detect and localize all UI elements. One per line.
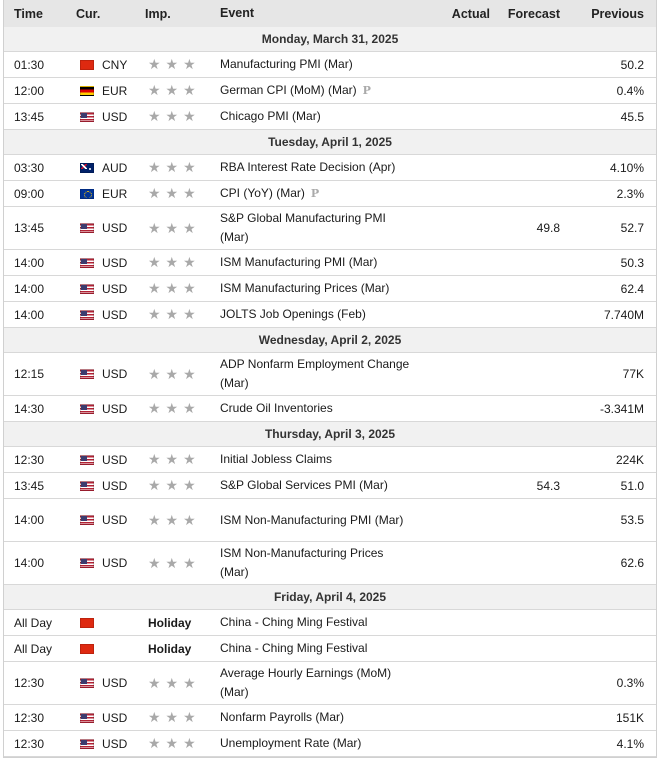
- event-name-cell: [220, 355, 410, 393]
- event-name[interactable]: JOLTS Job Openings (Feb): [220, 307, 366, 321]
- forecast-value: 49.8: [536, 221, 560, 235]
- currency-cell: [66, 711, 132, 725]
- importance-stars-icon: ★★★: [148, 185, 201, 201]
- table-row[interactable]: [4, 731, 656, 757]
- table-row[interactable]: [4, 250, 656, 276]
- event-time: 12:15: [14, 367, 45, 381]
- currency-code: USD: [102, 255, 128, 270]
- event-name[interactable]: ISM Manufacturing Prices (Mar): [220, 281, 390, 295]
- event-name-cell: [220, 399, 410, 418]
- currency-code: USD: [102, 736, 128, 751]
- table-row[interactable]: [4, 52, 656, 78]
- currency-cell: [66, 453, 132, 467]
- header-forecast[interactable]: Forecast: [507, 6, 560, 21]
- flag-eu-icon: [80, 189, 94, 199]
- event-name[interactable]: China - Ching Ming Festival: [220, 641, 368, 655]
- importance-stars-icon: ★★★: [148, 400, 201, 416]
- currency-cell: [66, 187, 132, 201]
- previous-value: 0.3%: [616, 676, 644, 690]
- event-name[interactable]: ADP Nonfarm Employment Change (Mar): [220, 357, 410, 390]
- event-name-cell: [220, 664, 410, 702]
- previous-value: 53.5: [620, 513, 644, 527]
- event-name[interactable]: Chicago PMI (Mar): [220, 109, 321, 123]
- event-name-cell: [220, 544, 410, 582]
- importance-stars-icon: ★★★: [148, 219, 201, 236]
- currency-cell: [66, 110, 132, 124]
- table-row[interactable]: [4, 396, 656, 422]
- currency-code: USD: [102, 367, 128, 381]
- previous-value: 7.740M: [603, 307, 644, 322]
- table-row[interactable]: [4, 104, 656, 130]
- importance-stars-icon: ★★★: [148, 477, 201, 493]
- event-time: 12:30: [14, 452, 45, 467]
- currency-cell: [66, 84, 132, 98]
- day-header: Thursday, April 3, 2025: [4, 422, 656, 447]
- header-previous[interactable]: Previous: [591, 6, 644, 21]
- header-importance[interactable]: Imp.: [145, 6, 171, 21]
- event-name[interactable]: ISM Manufacturing PMI (Mar): [220, 255, 378, 269]
- previous-value: 224K: [615, 452, 644, 467]
- currency-cell: [66, 556, 132, 570]
- holiday-label: Holiday: [148, 641, 192, 656]
- importance-stars-icon: ★★★: [148, 159, 201, 175]
- event-time: 01:30: [14, 57, 45, 72]
- currency-code: USD: [102, 676, 128, 690]
- event-time: 14:00: [14, 307, 45, 322]
- previous-value: 151K: [615, 710, 644, 725]
- event-name-cell: [220, 708, 410, 727]
- currency-cell: [66, 282, 132, 296]
- day-header: Monday, March 31, 2025: [4, 27, 656, 52]
- event-time: 12:30: [14, 676, 45, 690]
- event-time: All Day: [14, 641, 53, 656]
- flag-us-icon: [80, 404, 94, 414]
- day-header: Tuesday, April 1, 2025: [4, 130, 656, 155]
- importance-cell: [132, 159, 220, 176]
- event-name[interactable]: German CPI (MoM) (Mar): [220, 83, 357, 97]
- currency-code: USD: [102, 281, 128, 296]
- event-name-cell: [220, 158, 410, 177]
- importance-stars-icon: ★★★: [148, 108, 201, 124]
- flag-us-icon: [80, 481, 94, 491]
- importance-cell: [132, 555, 220, 572]
- event-name-cell: [220, 279, 410, 298]
- currency-cell: [66, 308, 132, 322]
- importance-cell: [132, 254, 220, 271]
- event-name[interactable]: Manufacturing PMI (Mar): [220, 57, 353, 71]
- importance-cell: [132, 185, 220, 202]
- importance-stars-icon: ★★★: [148, 56, 201, 72]
- flag-us-icon: [80, 558, 94, 568]
- event-name-cell: [220, 450, 410, 469]
- table-row[interactable]: [4, 636, 656, 662]
- flag-de-icon: [80, 86, 94, 96]
- event-time: 13:45: [14, 109, 45, 124]
- currency-code: CNY: [102, 57, 128, 72]
- importance-stars-icon: ★★★: [148, 451, 201, 467]
- event-time: 13:45: [14, 478, 45, 493]
- event-name[interactable]: Nonfarm Payrolls (Mar): [220, 710, 345, 724]
- importance-cell: [132, 675, 220, 692]
- previous-value: 45.5: [620, 109, 644, 124]
- table-row[interactable]: [4, 447, 656, 473]
- currency-cell: [66, 676, 132, 690]
- event-name[interactable]: Initial Jobless Claims: [220, 452, 333, 466]
- importance-cell: [132, 306, 220, 323]
- previous-value: 0.4%: [616, 83, 644, 98]
- event-name-cell: [220, 476, 410, 495]
- currency-code: USD: [102, 478, 128, 493]
- event-name-cell: [220, 613, 410, 632]
- importance-cell: [132, 366, 220, 383]
- importance-cell: [132, 220, 220, 237]
- event-name[interactable]: Crude Oil Inventories: [220, 401, 333, 415]
- currency-code: USD: [102, 221, 128, 235]
- importance-stars-icon: ★★★: [148, 511, 201, 528]
- table-row[interactable]: [4, 705, 656, 731]
- flag-us-icon: [80, 258, 94, 268]
- previous-value: 4.1%: [616, 736, 644, 751]
- table-row[interactable]: [4, 78, 656, 104]
- day-header: Friday, April 4, 2025: [4, 585, 656, 610]
- table-row[interactable]: [4, 662, 656, 705]
- event-name-cell: [220, 81, 410, 100]
- event-name[interactable]: ISM Non-Manufacturing Prices (Mar): [220, 546, 384, 579]
- table-row[interactable]: [4, 542, 656, 585]
- flag-cn-icon: [80, 644, 94, 654]
- currency-code: USD: [102, 307, 128, 322]
- currency-code: USD: [102, 710, 128, 725]
- header-event[interactable]: Event: [220, 6, 255, 20]
- flag-us-icon: [80, 455, 94, 465]
- event-name[interactable]: RBA Interest Rate Decision (Apr): [220, 160, 396, 174]
- event-time: 12:30: [14, 710, 45, 725]
- event-time: 14:00: [14, 556, 45, 570]
- flag-cn-icon: [80, 618, 94, 628]
- currency-code: USD: [102, 556, 128, 570]
- importance-cell: [132, 616, 220, 630]
- event-name-cell: [220, 253, 410, 272]
- event-time: 03:30: [14, 160, 45, 175]
- importance-stars-icon: ★★★: [148, 554, 201, 571]
- event-name-cell: [220, 55, 410, 74]
- importance-cell: [132, 108, 220, 125]
- flag-au-icon: [80, 163, 94, 173]
- preliminary-icon: P: [362, 84, 371, 97]
- previous-value: 4.10%: [609, 160, 644, 175]
- table-row[interactable]: [4, 610, 656, 636]
- previous-value: 51.0: [620, 478, 644, 493]
- currency-cell: [66, 367, 132, 381]
- flag-us-icon: [80, 310, 94, 320]
- event-time: 09:00: [14, 186, 45, 201]
- event-name[interactable]: Unemployment Rate (Mar): [220, 736, 362, 750]
- previous-value: 2.3%: [616, 186, 644, 201]
- currency-code: USD: [102, 513, 128, 527]
- event-name-cell: [220, 209, 410, 247]
- table-row[interactable]: [4, 276, 656, 302]
- currency-code: AUD: [102, 160, 128, 175]
- previous-value: 62.4: [620, 281, 644, 296]
- importance-cell: [132, 477, 220, 494]
- previous-value: 50.2: [620, 57, 644, 72]
- importance-cell: [132, 82, 220, 99]
- event-time: 14:00: [14, 281, 45, 296]
- flag-us-icon: [80, 515, 94, 525]
- event-name-cell: [220, 734, 410, 753]
- event-name-cell: [220, 184, 410, 203]
- importance-stars-icon: ★★★: [148, 280, 201, 296]
- importance-stars-icon: ★★★: [148, 709, 201, 725]
- table-body: [4, 27, 656, 757]
- currency-code: USD: [102, 452, 128, 467]
- header-actual[interactable]: Actual: [451, 6, 490, 21]
- previous-value: 62.6: [620, 556, 644, 570]
- event-name[interactable]: China - Ching Ming Festival: [220, 615, 368, 629]
- importance-cell: [132, 56, 220, 73]
- flag-us-icon: [80, 369, 94, 379]
- flag-us-icon: [80, 678, 94, 688]
- currency-cell: [66, 737, 132, 751]
- importance-cell: [132, 709, 220, 726]
- importance-cell: [132, 735, 220, 752]
- currency-cell: [66, 58, 132, 72]
- currency-cell: [66, 221, 132, 235]
- event-time: 14:00: [14, 513, 45, 527]
- holiday-label: Holiday: [148, 615, 192, 630]
- currency-code: USD: [102, 401, 128, 416]
- table-row[interactable]: [4, 207, 656, 250]
- table-row[interactable]: [4, 499, 656, 542]
- event-name[interactable]: Average Hourly Earnings (MoM) (Mar): [220, 666, 392, 699]
- previous-value: 52.7: [620, 221, 644, 235]
- economic-calendar-table: [3, 0, 657, 758]
- event-time: 13:45: [14, 221, 45, 235]
- flag-us-icon: [80, 112, 94, 122]
- currency-cell: [66, 644, 132, 654]
- table-row[interactable]: [4, 181, 656, 207]
- table-header: [4, 0, 656, 27]
- currency-cell: [66, 256, 132, 270]
- flag-us-icon: [80, 223, 94, 233]
- flag-us-icon: [80, 284, 94, 294]
- header-currency[interactable]: Cur.: [76, 6, 101, 21]
- importance-stars-icon: ★★★: [148, 306, 201, 322]
- event-name[interactable]: S&P Global Services PMI (Mar): [220, 478, 388, 492]
- previous-value: -3.341M: [599, 401, 644, 416]
- flag-us-icon: [80, 713, 94, 723]
- forecast-value: 54.3: [536, 478, 560, 493]
- importance-stars-icon: ★★★: [148, 82, 201, 98]
- importance-cell: [132, 451, 220, 468]
- event-name-cell: [220, 305, 410, 324]
- event-time: All Day: [14, 615, 53, 630]
- event-name-cell: [220, 107, 410, 126]
- importance-stars-icon: ★★★: [148, 674, 201, 691]
- currency-code: USD: [102, 109, 128, 124]
- event-name[interactable]: CPI (YoY) (Mar): [220, 186, 305, 200]
- header-time[interactable]: Time: [14, 6, 43, 21]
- table-row[interactable]: [4, 155, 656, 181]
- event-time: 12:30: [14, 736, 45, 751]
- previous-value: 77K: [622, 367, 644, 381]
- event-name-cell: [220, 511, 410, 530]
- event-name[interactable]: S&P Global Manufacturing PMI (Mar): [220, 211, 386, 244]
- importance-cell: [132, 512, 220, 529]
- currency-cell: [66, 402, 132, 416]
- currency-cell: [66, 479, 132, 493]
- day-header: Wednesday, April 2, 2025: [4, 328, 656, 353]
- currency-code: EUR: [102, 83, 128, 98]
- event-time: 12:00: [14, 83, 45, 98]
- importance-cell: [132, 280, 220, 297]
- table-row[interactable]: [4, 353, 656, 396]
- importance-stars-icon: ★★★: [148, 254, 201, 270]
- importance-cell: [132, 642, 220, 656]
- importance-stars-icon: ★★★: [148, 365, 201, 382]
- previous-value: 50.3: [620, 255, 644, 270]
- currency-cell: [66, 513, 132, 527]
- table-row[interactable]: [4, 302, 656, 328]
- event-time: 14:30: [14, 401, 45, 416]
- currency-cell: [66, 618, 132, 628]
- event-name-cell: [220, 639, 410, 658]
- flag-cn-icon: [80, 60, 94, 70]
- event-name[interactable]: ISM Non-Manufacturing PMI (Mar): [220, 512, 404, 527]
- flag-us-icon: [80, 739, 94, 749]
- importance-stars-icon: ★★★: [148, 735, 201, 751]
- currency-code: EUR: [102, 186, 128, 201]
- preliminary-icon: P: [310, 187, 320, 200]
- event-time: 14:00: [14, 255, 45, 270]
- importance-cell: [132, 400, 220, 417]
- currency-cell: [66, 161, 132, 175]
- table-row[interactable]: [4, 473, 656, 499]
